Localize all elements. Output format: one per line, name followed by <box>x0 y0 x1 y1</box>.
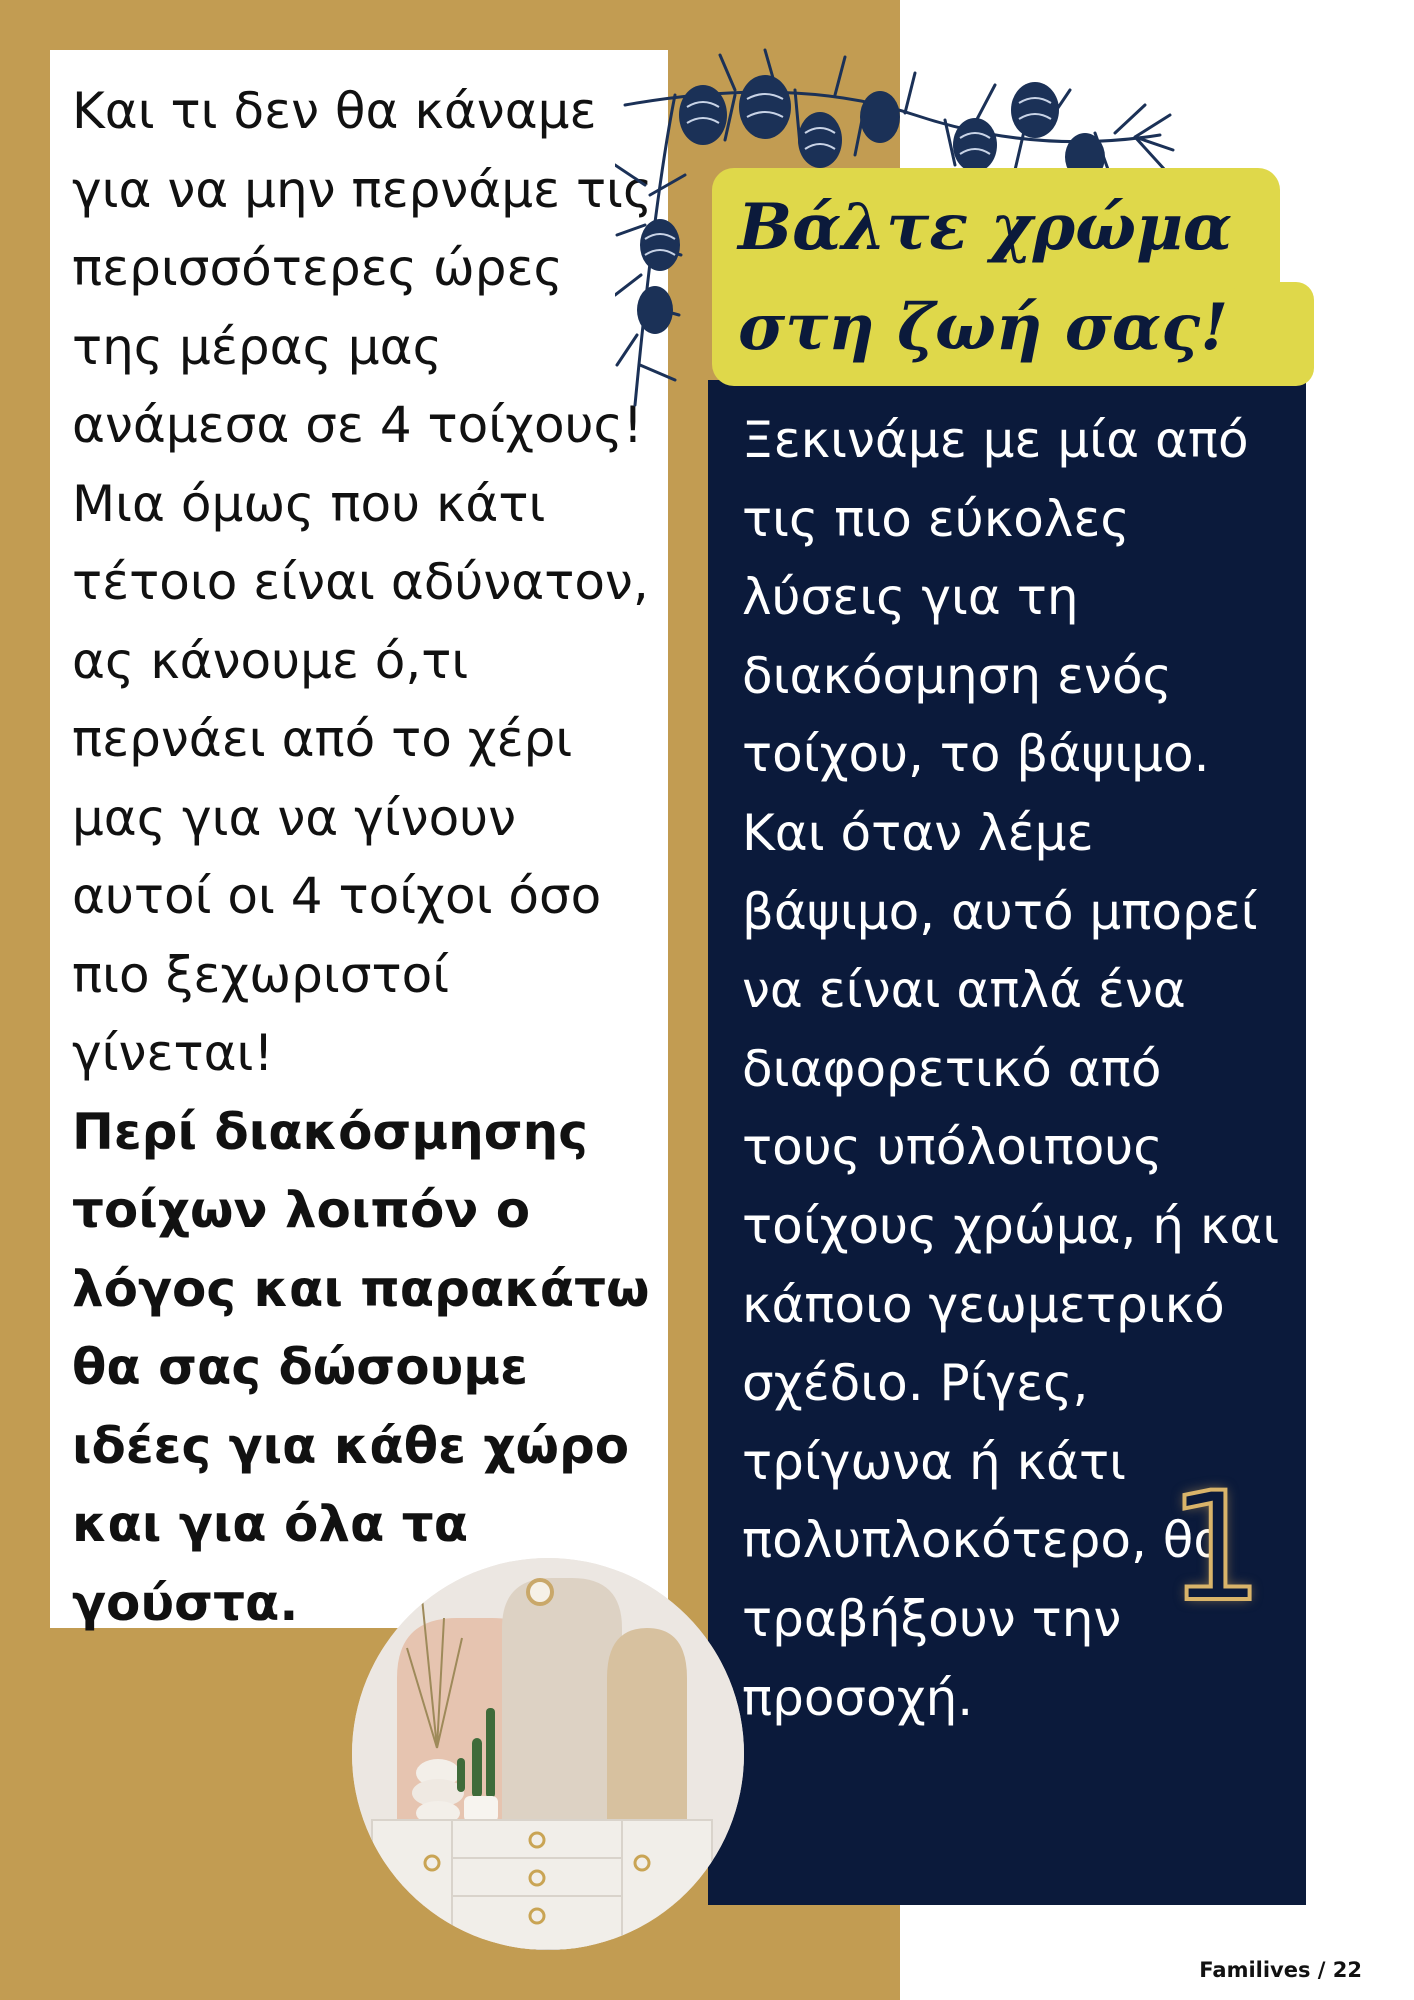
page-footer: Familives / 22 <box>1199 1958 1362 1982</box>
headline: Βάλτε χρώμα στη ζωή σας! <box>738 190 1233 365</box>
interior-photo <box>352 1558 744 1950</box>
intro-paragraph: Και τι δεν θα κάναμε για να μην περνάμε τις περισσότερες ώρες της μέρας μας ανάμεσα σε 4 τοίχους! Μια όμως που κάτι τέτοιο είναι αδύνατον, ας κάνουμε ό,τι περνάει από το χέρι μας για να γίνουν αυτοί οι 4 τοίχοι όσο πιο ξεχωριστοί γίνεται! <box>72 82 653 1082</box>
left-article-text <box>72 72 662 1642</box>
bold-paragraph: Περί διακόσμησης τοίχων λοιπόν ο λόγος και παρακάτω θα σας δώσουμε ιδέες για κάθε χώρο και για όλα τα γούστα. <box>72 1102 650 1632</box>
right-paragraph: Ξεκινάμε με μία από τις πιο εύκολες λύσεις για τη διακόσμηση ενός τοίχου, το βάψιμο. Και όταν λέμε βάψιμο, αυτό μπορεί να είναι απλά ένα διαφορετικό από τους υπόλοιπους τοίχους χρώμα, ή και κάποιο γεωμετρικό σχέδιο. Ρίγες, τρίγωνα ή κάτι πολυπλοκότερο, θα τραβήξουν την προσοχή. <box>742 411 1280 1727</box>
section-number: 1 <box>1168 1461 1264 1635</box>
